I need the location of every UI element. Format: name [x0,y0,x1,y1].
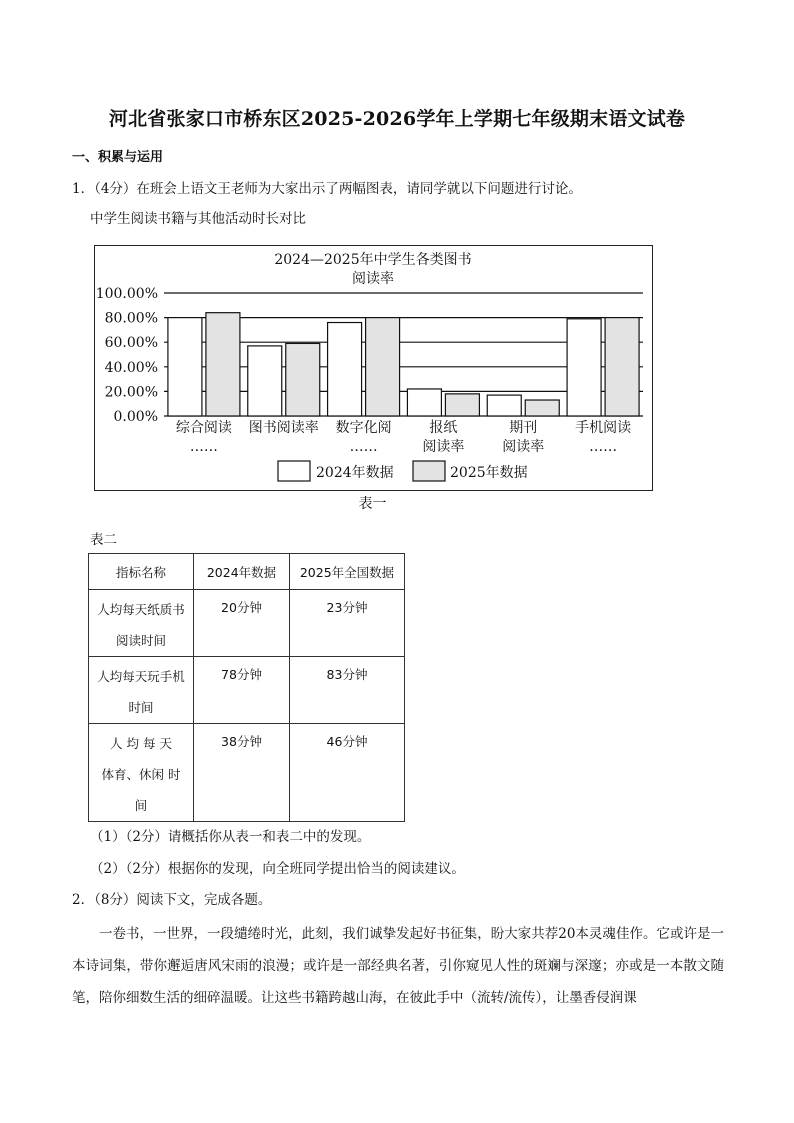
bar [525,400,559,416]
x-tick-label: 综合阅读 [175,420,232,436]
question-2: 2．（8分）阅读下文，完成各题。 [72,892,272,908]
x-tick-label: 数字化阅 [335,420,392,436]
bar [366,318,400,416]
chart-caption: 表一 [358,496,387,512]
table2-label: 表二 [90,532,117,548]
cell-value: 23分钟 [326,600,368,615]
bar [407,389,441,416]
y-tick-label: 40.00% [104,359,158,376]
bar [248,346,282,416]
y-tick-label: 20.00% [104,384,158,401]
table-cell-name [89,657,194,724]
bar [487,395,521,416]
table-cell [290,724,405,822]
cell-value: 78分钟 [221,667,262,682]
table-header-cell: 2025年全国数据 [290,554,405,590]
cell-value: 38分钟 [221,734,262,749]
question-1: 1．（4分）在班会上语文王老师为大家出示了两幅图表，请同学就以下问题进行讨论。 [72,181,582,197]
chart-title: 2024—2025年中学生各类图书 [274,252,472,268]
bar [567,319,601,416]
bar [605,318,639,416]
table-cell [194,657,290,724]
x-tick-label: …… [589,439,618,455]
table-row [89,724,405,822]
table-cell [194,724,290,822]
table-cell [290,657,405,724]
chart-intro: 中学生阅读书籍与其他活动时长对比 [90,211,306,227]
table-header-cell: 指标名称 [89,554,194,590]
name-line: 人均每天玩手机 [97,669,185,684]
chart-title: 阅读率 [352,271,394,287]
legend-label: 2024年数据 [316,465,394,481]
name-line: 阅读时间 [115,633,166,648]
x-tick-label: 期刊 [509,420,538,436]
legend-label: 2025年数据 [450,465,528,481]
legend-swatch [413,461,445,481]
name-line: 间 [134,798,148,813]
table-cell [194,590,290,657]
x-tick-label: 阅读率 [422,439,465,455]
bar [328,323,362,416]
legend-swatch [278,461,310,481]
table-row [89,590,405,657]
x-tick-label: …… [189,439,218,455]
x-tick-label: …… [349,439,378,455]
x-tick-label: 报纸 [429,420,458,436]
cell-value: 46分钟 [326,734,368,749]
table-cell [290,590,405,657]
cell-value: 20分钟 [221,600,262,615]
x-tick-label: 手机阅读 [575,420,632,436]
section-heading: 一、积累与运用 [72,150,164,165]
y-tick-label: 80.00% [104,310,158,327]
name-line: 人均每天纸质书 [97,602,185,617]
y-tick-label: 100.00% [95,286,158,302]
question-1-part-2: （2）（2分）根据你的发现，向全班同学提出恰当的阅读建议。 [90,861,465,877]
bar [206,313,240,416]
question-1-part-1: （1）（2分）请概括你从表一和表二中的发现。 [90,829,371,845]
name-line: 时间 [128,700,154,715]
table-header-cell: 2024年数据 [194,554,290,590]
x-tick-label: 阅读率 [502,439,545,455]
bar-chart [95,246,652,490]
name-line: 人 均 每 天 [110,736,172,751]
x-tick-label: 图书阅读率 [248,420,319,436]
page-title: 河北省张家口市桥东区2025-2026学年上学期七年级期末语文试卷 [108,108,686,130]
y-tick-label: 0.00% [113,409,158,425]
bar [445,394,479,416]
table-row [89,657,405,724]
table-header-row [89,554,405,590]
table-cell-name [89,590,194,657]
table-cell-name [89,724,194,822]
name-line: 体育、休闲 时 [101,767,181,782]
chart-frame [94,245,653,491]
bar [286,343,320,416]
bar [168,318,202,416]
data-table [88,553,405,822]
y-tick-label: 60.00% [104,335,158,352]
reading-passage: 一卷书，一世界，一段缱绻时光，此刻，我们诚挚发起好书征集，盼大家共荐20本灵魂佳作。它或许是一本诗词集，带你邂逅唐风宋雨的浪漫；或许是一部经典名著，引你窥见人性的斑斓与深邃；亦或是一本散文随笔，陪你细数生活的细碎温暖。让这些书籍跨越山海，在彼此手中（流转/流传），让墨香侵润课 [72,926,724,1006]
cell-value: 83分钟 [326,667,368,682]
